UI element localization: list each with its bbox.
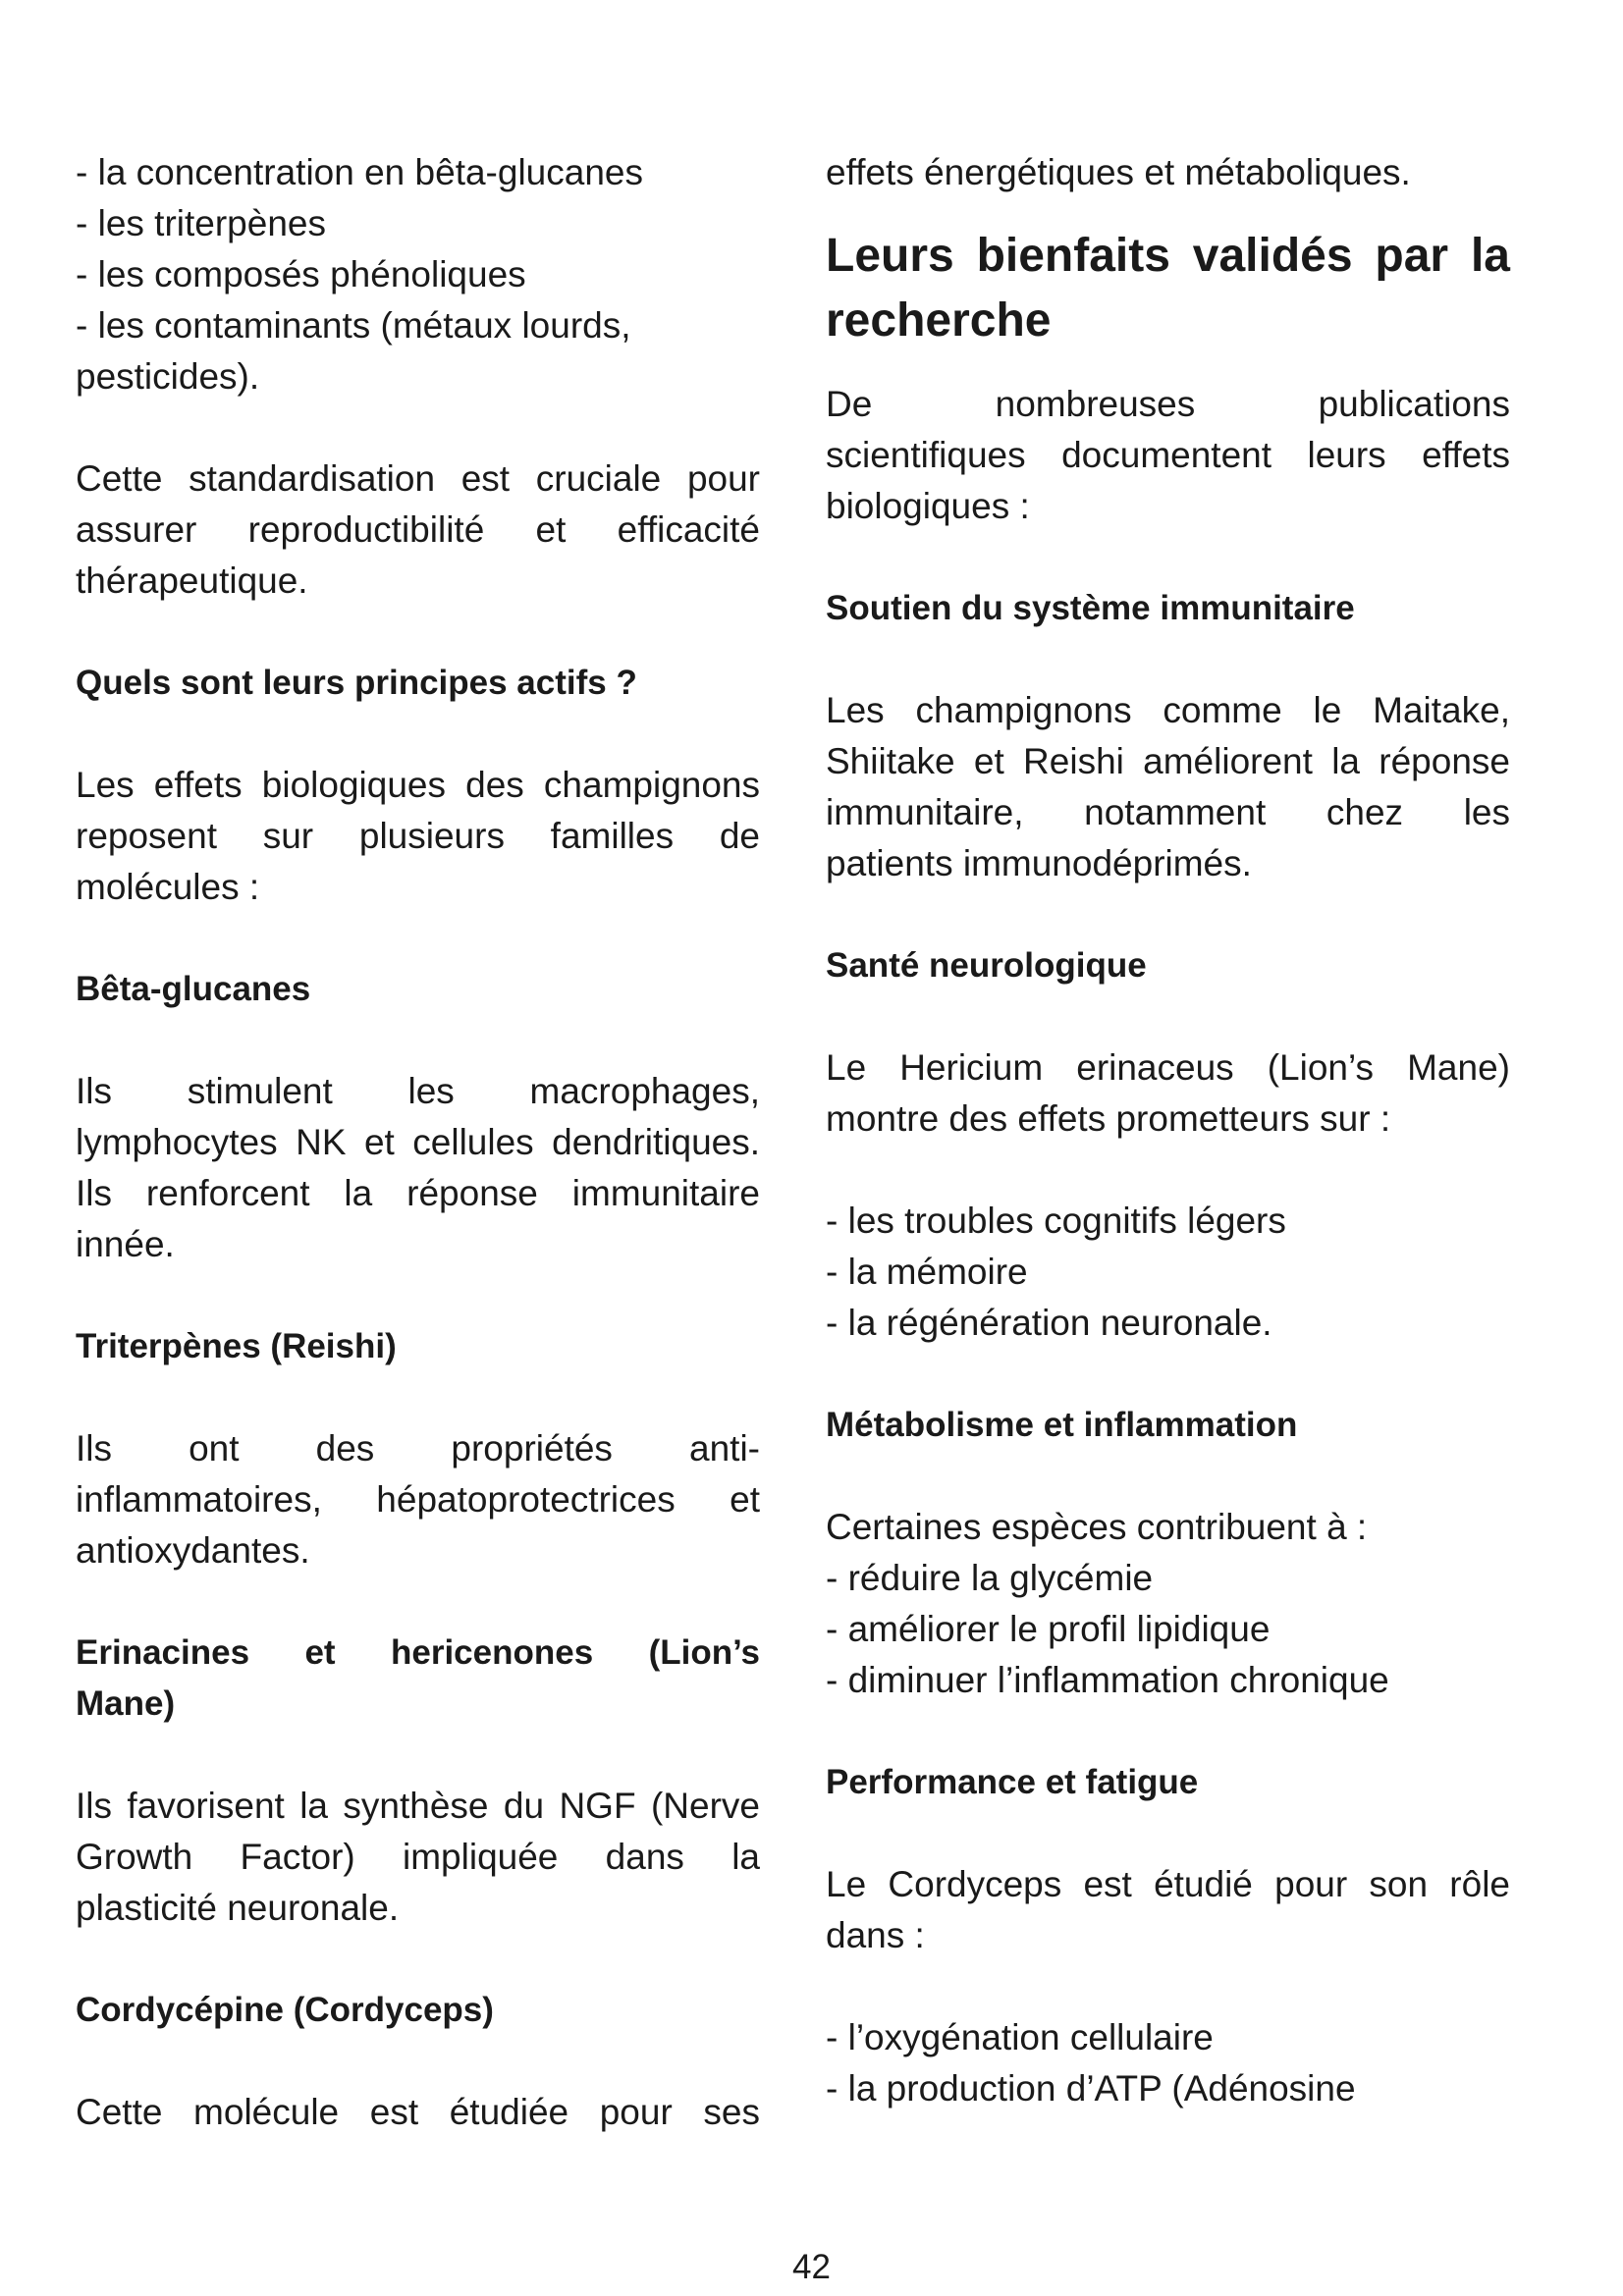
erinacines-paragraph: Ils favorisent la synthèse du NGF (Nerve Growth Factor) impliquée dans la plasticité neuronale.	[76, 1786, 760, 1928]
heading-metabolisme: Métabolisme et inflammation	[826, 1406, 1298, 1444]
list-item: - l’oxygénation cellulaire	[826, 2017, 1214, 2057]
list-item: - la concentration en bêta-glucanes	[76, 152, 643, 192]
performance-paragraph: Le Cordyceps est étudié pour son rôle dans :	[826, 1864, 1510, 1955]
cordycepine-paragraph: Cette molécule est étudiée pour ses	[76, 2092, 760, 2132]
heading-performance: Performance et fatigue	[826, 1763, 1199, 1801]
continuation-text: effets énergétiques et métaboliques.	[826, 152, 1411, 192]
heading-erinacines: Erinacines et hericenones (Lion’s Mane)	[76, 1633, 760, 1723]
beta-glucanes-paragraph: Ils stimulent les macrophages, lymphocytes NK et cellules dendritiques. Ils renforcent la réponse immunitaire innée.	[76, 1071, 760, 1264]
metabolisme-intro: Certaines espèces contribuent à :	[826, 1507, 1368, 1547]
effets-paragraph: Les effets biologiques des champignons reposent sur plusieurs familles de molécules :	[76, 765, 760, 907]
left-column	[76, 147, 760, 2138]
list-item: - les triterpènes	[76, 203, 326, 243]
list-item: - la régénération neuronale.	[826, 1303, 1272, 1343]
list-item: - la mémoire	[826, 1252, 1028, 1292]
list-item: - les contaminants (métaux lourds,	[76, 305, 631, 346]
standardisation-paragraph: Cette standardisation est cruciale pour assurer reproductibilité et efficacité thérapeutique.	[76, 458, 760, 601]
neuro-list	[826, 1196, 1510, 1349]
heading-principes-actifs: Quels sont leurs principes actifs ?	[76, 664, 637, 702]
heading-beta-glucanes: Bêta-glucanes	[76, 970, 311, 1008]
performance-list	[826, 2012, 1510, 2114]
heading-cordycepine: Cordycépine (Cordyceps)	[76, 1991, 494, 2029]
heading-triterpenes: Triterpènes (Reishi)	[76, 1327, 397, 1365]
contaminants-list	[76, 147, 760, 402]
publications-paragraph: De nombreuses publications scientifiques documentent leurs effets biologiques :	[826, 384, 1510, 526]
right-column	[826, 147, 1510, 2114]
heading-sante-neurologique: Santé neurologique	[826, 946, 1147, 985]
list-item: - améliorer le profil lipidique	[826, 1609, 1271, 1649]
section-heading-bienfaits: Leurs bienfaits validés par la recherche	[826, 230, 1510, 347]
list-item: - les troubles cognitifs légers	[826, 1201, 1286, 1241]
list-item: - les composés phénoliques	[76, 254, 526, 294]
list-item: - diminuer l’inflammation chronique	[826, 1660, 1389, 1700]
immunitaire-paragraph: Les champignons comme le Maitake, Shiitake et Reishi améliorent la réponse immunitaire, notamment chez les patients immunodéprimés.	[826, 690, 1510, 883]
list-item: - la production d’ATP (Adénosine	[826, 2068, 1356, 2109]
neuro-paragraph: Le Hericium erinaceus (Lion’s Mane) montre des effets prometteurs sur :	[826, 1047, 1510, 1139]
page-number: 42	[792, 2248, 831, 2286]
list-item: pesticides).	[76, 356, 260, 397]
triterpenes-paragraph: Ils ont des propriétés anti- inflammatoires, hépatoprotectrices et antioxydantes.	[76, 1428, 760, 1571]
heading-systeme-immunitaire: Soutien du système immunitaire	[826, 589, 1355, 627]
list-item: - réduire la glycémie	[826, 1558, 1154, 1598]
metabolisme-list	[826, 1553, 1510, 1706]
